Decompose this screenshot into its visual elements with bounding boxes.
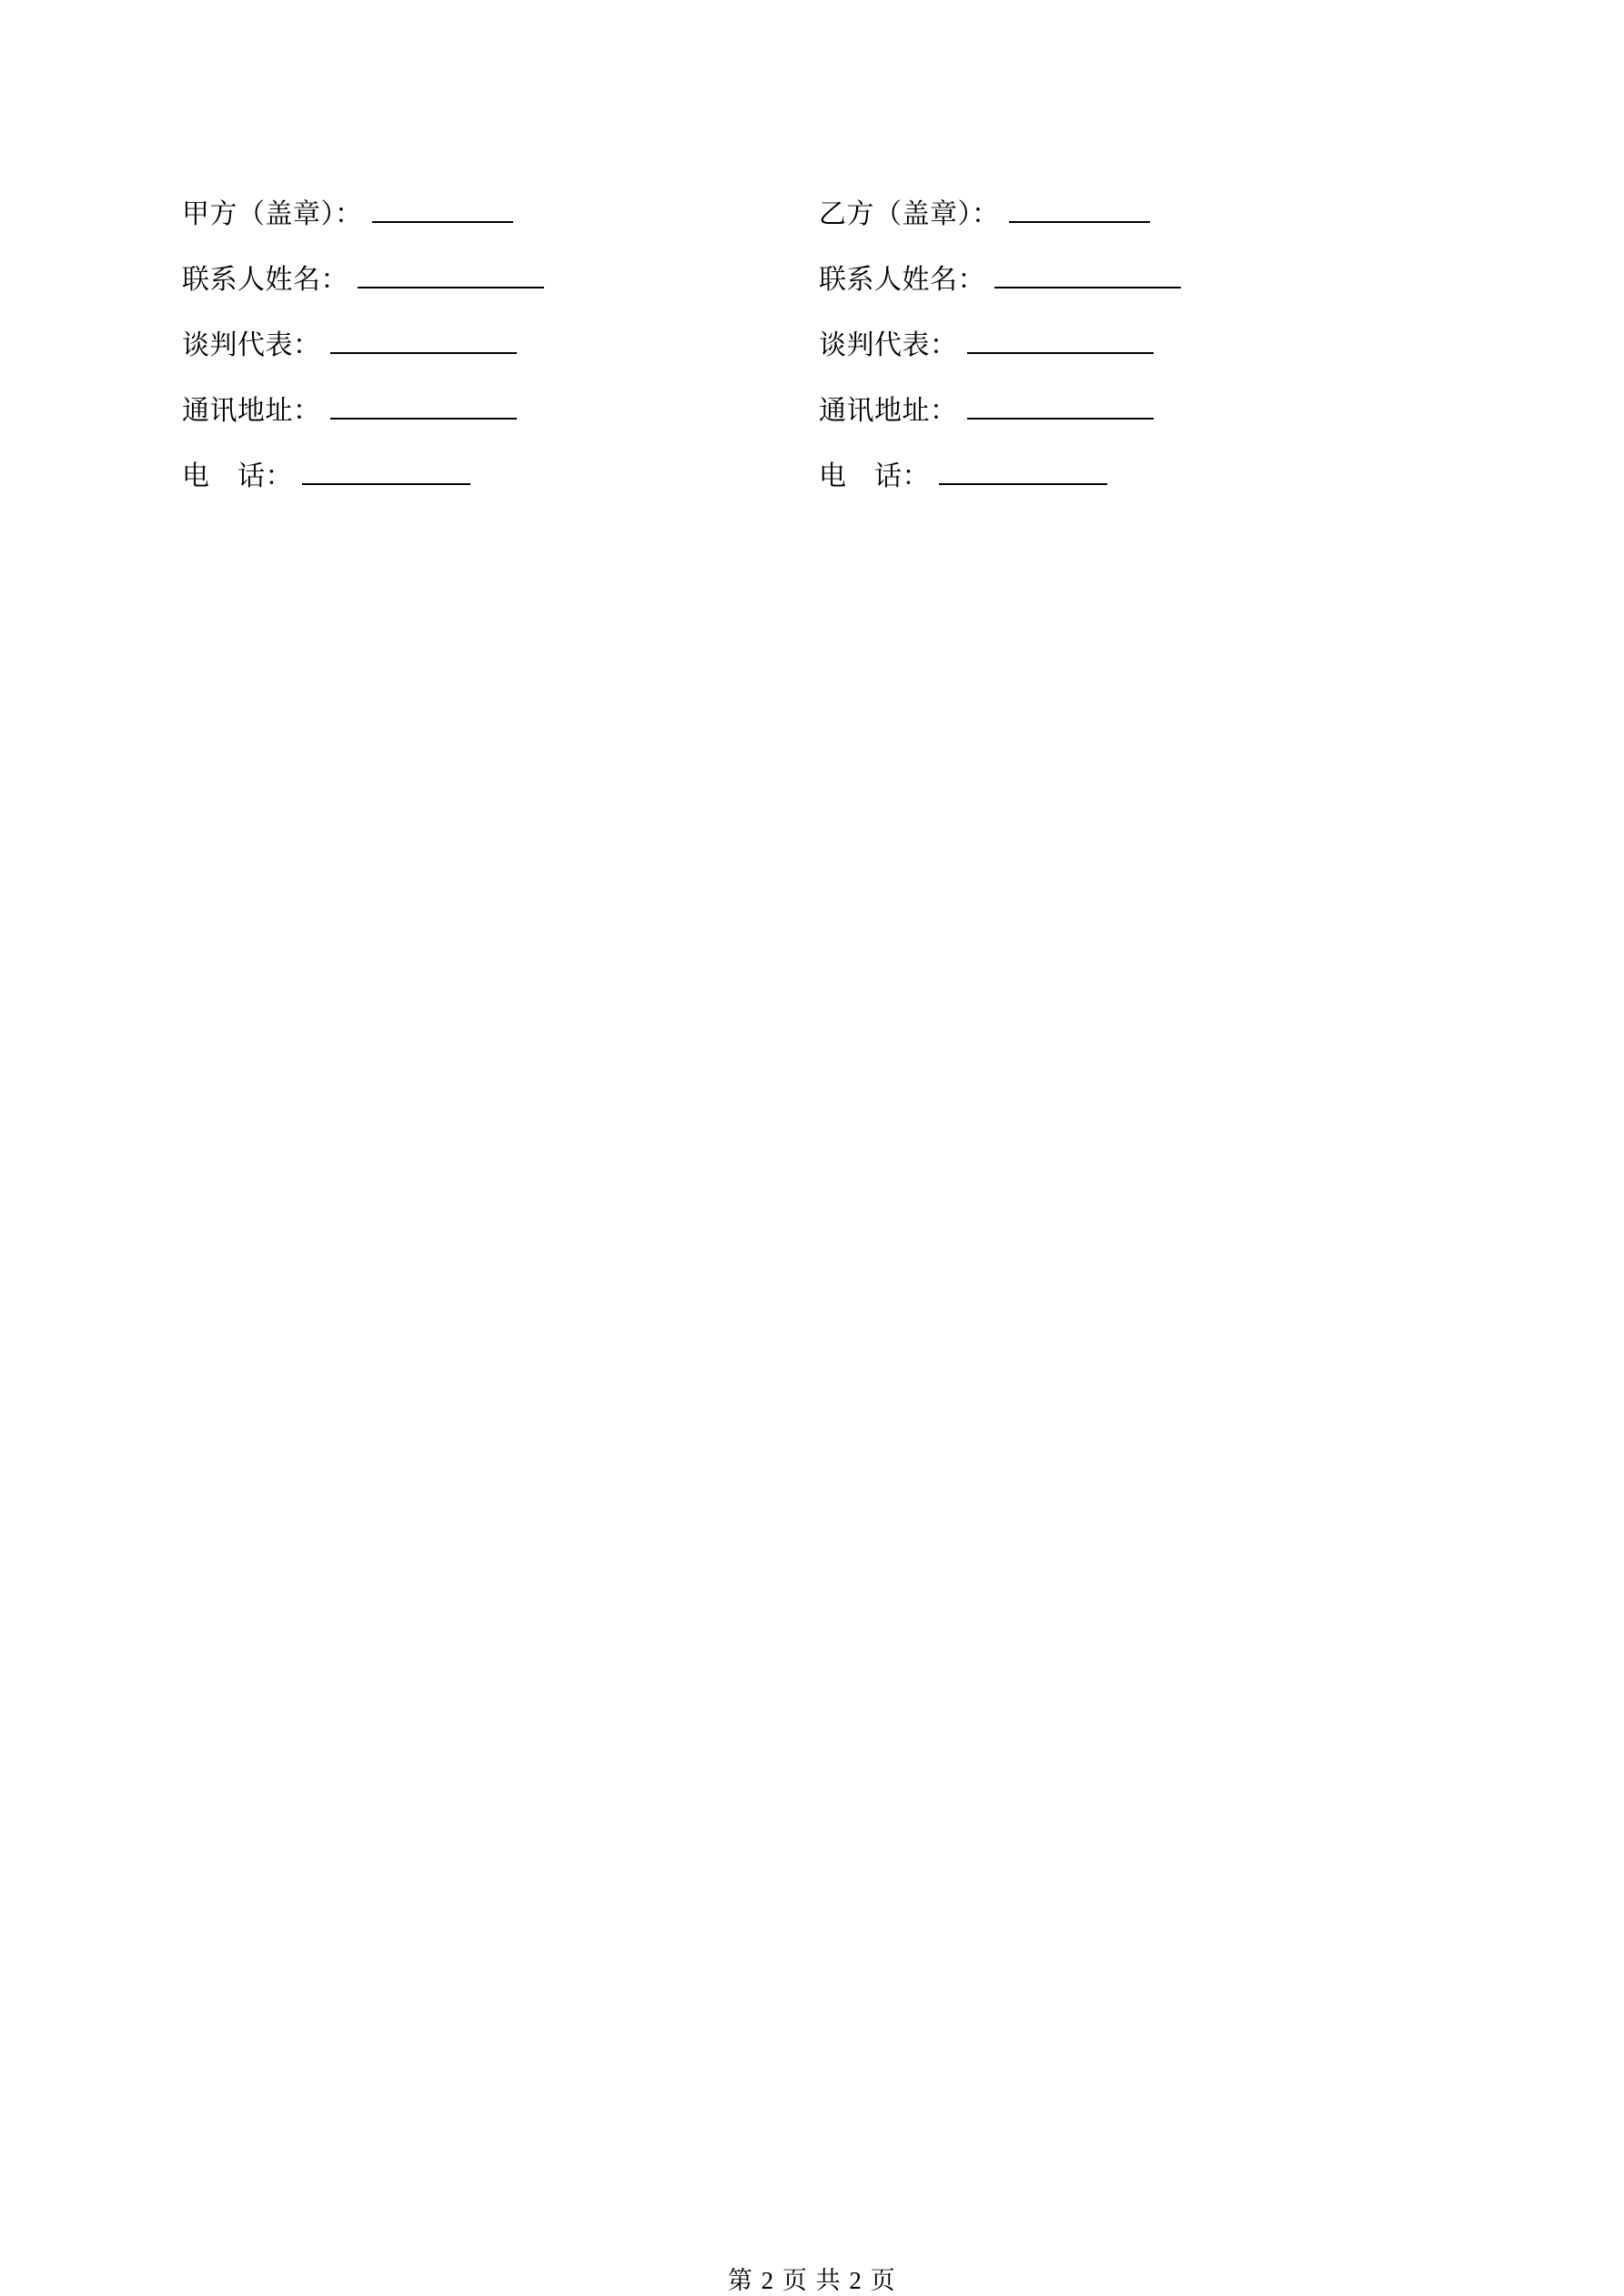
party-b-column xyxy=(819,182,1456,510)
party-a-negotiator-fill-line[interactable] xyxy=(330,325,517,354)
party-b-contact-name-row xyxy=(819,248,1456,313)
party-b-seal-fill-line[interactable] xyxy=(1009,194,1150,223)
party-a-address-row xyxy=(182,379,819,444)
party-a-address-label: 通讯地址： xyxy=(182,396,321,426)
party-b-address-label: 通讯地址： xyxy=(819,396,958,426)
party-a-contact-name-label: 联系人姓名： xyxy=(182,265,348,295)
party-a-phone-row xyxy=(182,444,819,510)
page-footer xyxy=(0,2261,1624,2296)
party-b-phone-label: 电 话： xyxy=(819,461,930,491)
party-a-contact-name-row xyxy=(182,248,819,313)
party-a-contact-name-fill-line[interactable] xyxy=(358,259,544,288)
signature-columns xyxy=(0,182,1624,510)
party-b-seal-label: 乙方（盖章）： xyxy=(819,199,1000,229)
party-b-negotiator-fill-line[interactable] xyxy=(967,325,1154,354)
party-b-address-fill-line[interactable] xyxy=(967,390,1154,420)
party-a-negotiator-label: 谈判代表： xyxy=(182,330,321,360)
party-b-contact-name-label: 联系人姓名： xyxy=(819,265,985,295)
party-a-phone-label: 电 话： xyxy=(182,461,293,491)
party-b-negotiator-row xyxy=(819,313,1456,379)
signature-block xyxy=(0,182,1624,510)
party-a-seal-fill-line[interactable] xyxy=(372,194,513,223)
party-b-seal-row xyxy=(819,182,1456,248)
party-a-address-fill-line[interactable] xyxy=(330,390,517,420)
party-a-phone-fill-line[interactable] xyxy=(302,456,470,485)
party-a-seal-row xyxy=(182,182,819,248)
party-b-contact-name-fill-line[interactable] xyxy=(994,259,1181,288)
party-a-negotiator-row xyxy=(182,313,819,379)
party-a-seal-label: 甲方（盖章）： xyxy=(182,199,363,229)
party-b-phone-fill-line[interactable] xyxy=(939,456,1107,485)
party-b-address-row xyxy=(819,379,1456,444)
party-b-negotiator-label: 谈判代表： xyxy=(819,330,958,360)
party-b-phone-row xyxy=(819,444,1456,510)
page-number-text: 第 2 页 共 2 页 xyxy=(727,2267,897,2294)
party-a-column xyxy=(182,182,819,510)
